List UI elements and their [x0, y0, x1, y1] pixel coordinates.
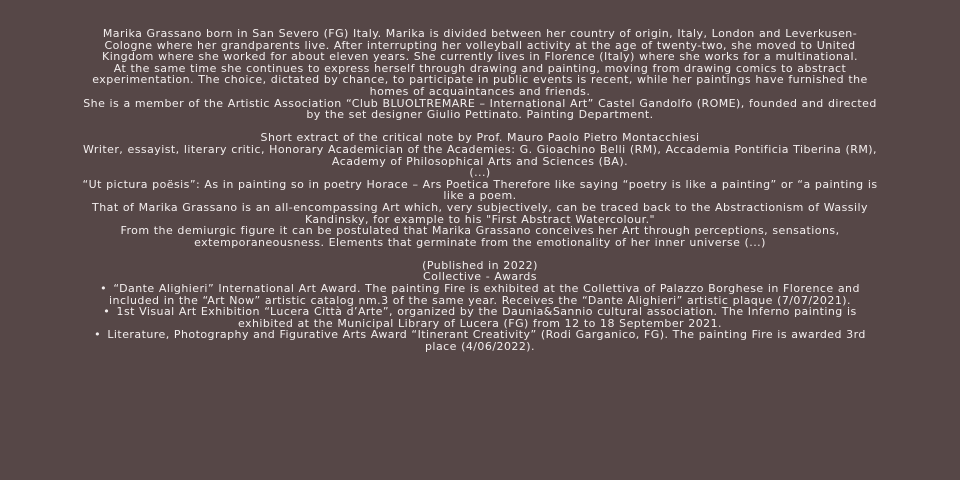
award-item-text: 1st Visual Art Exhibition “Lucera Città d’Arte”, organized by the Daunia&Sannio cultural association. The Inferno painting is exhibited at the Municipal Library of Lucera (FG) from 12 to 18 September 2021. — [116, 305, 857, 330]
critical-note-paragraph: From the demiurgic figure it can be postulated that Marika Grassano conceives her Art through perceptions, sensations, extemporaneousness. Elements that germinate from the emotionality of her inner universe (...) — [120, 224, 840, 249]
critical-note-paragraph: That of Marika Grassano is an all-encompassing Art which, very subjectively, can be traced back to the Abstractionism of Wassily Kandinsky, for example to his "First Abstract Watercolour." — [92, 200, 868, 226]
award-item — [82, 306, 878, 329]
biography-paragraph: At the same time she continues to express herself through drawing and painting, moving from drawing comics to abstract experimentation. The choice, dictated by chance, to participate in public events is recent, while her paintings have furnished the homes of acquaintances and friends. — [92, 61, 868, 98]
biography-paragraph: Marika Grassano born in San Severo (FG) Italy. Marika is divided between her country of origin, Italy, London and Leverkusen-Cologne where her grandparents live. After interrupting her volleyball activity at the age of twenty-two, she moved to United Kingdom where she worked for about eleven years. She currently lives in Florence (Italy) where she works for a multinational. — [102, 27, 858, 64]
award-item — [82, 283, 878, 306]
bullet-glyph: • — [103, 305, 111, 319]
critic-credentials: Writer, essayist, literary critic, Honorary Academician of the Academies: G. Gioachino Belli (RM), Accademia Pontificia Tiberina (RM), Academy of Philosophical Arts and Sciences (BA). — [83, 142, 877, 168]
awards-heading: Collective - Awards — [423, 270, 537, 284]
critical-note-heading: Short extract of the critical note by Prof. Mauro Paolo Pietro Montacchiesi — [260, 131, 700, 145]
award-item-text: “Dante Alighieri” International Art Award. The painting Fire is exhibited at the Collettiva of Palazzo Borghese in Florence and included in the “Art Now” artistic catalog nm.3 of the same year. Receives the “Dante Alighieri” artistic plaque (7/07/2021). — [109, 282, 860, 307]
award-item-text: Literature, Photography and Figurative Arts Award “Itinerant Creativity” (Rodi Garganico, FG). The painting Fire is awarded 3rd place (4/06/2022). — [107, 328, 866, 354]
published-note: (Published in 2022) — [422, 258, 538, 272]
bullet-glyph: • — [100, 282, 108, 296]
bullet-glyph: • — [94, 328, 102, 342]
ellipsis-text: (...) — [469, 166, 491, 180]
award-item — [82, 329, 878, 352]
biography-paragraph: She is a member of the Artistic Association “Club BLUOLTREMARE – International Art” Castel Gandolfo (ROME), founded and directed by the set designer Giulio Pettinato. Painting Department. — [83, 96, 877, 122]
biography-text-block — [82, 28, 878, 353]
critical-note-paragraph: “Ut pictura poësis”: As in painting so in poetry Horace – Ars Poetica Therefore like saying “poetry is like a painting” or “a painting is like a poem. — [82, 177, 878, 203]
